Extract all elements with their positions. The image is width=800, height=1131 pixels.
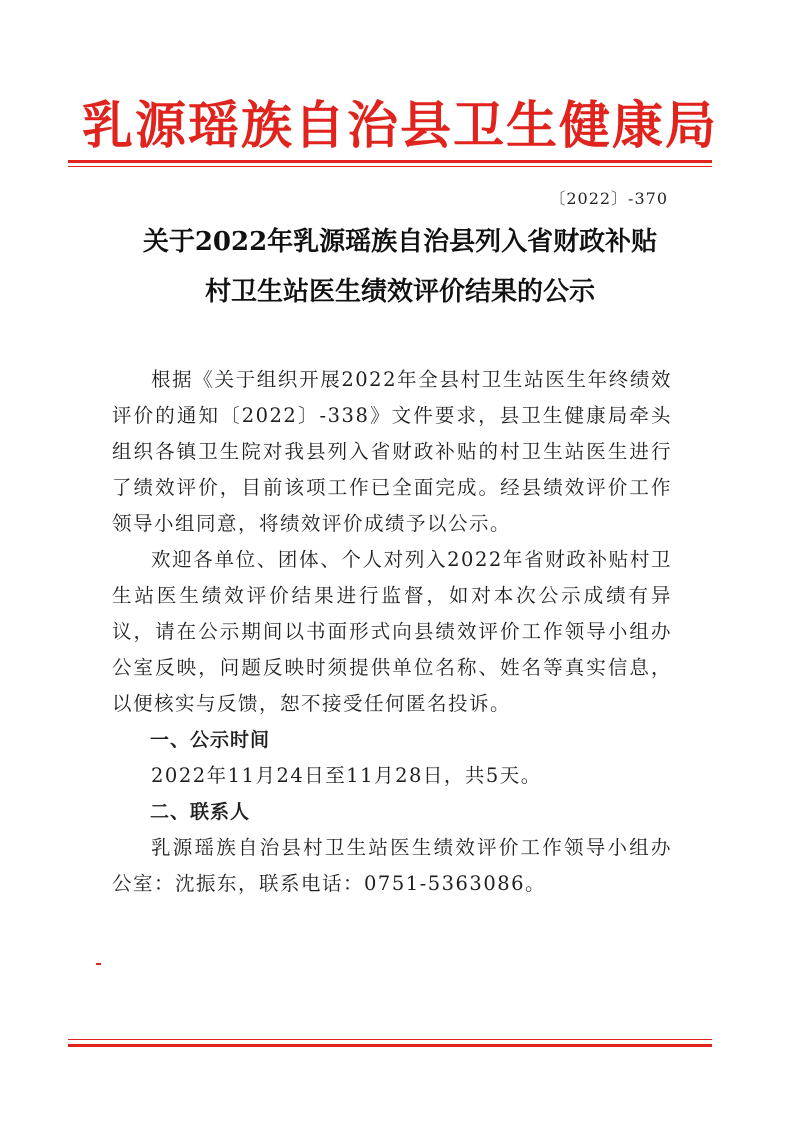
document-body (112, 362, 672, 902)
body-paragraph-2: 欢迎各单位、团体、个人对列入2022年省财政补贴村卫生站医生绩效评价结果进行监督，如对本次公示成绩有异议，请在公示期间以书面形式向县绩效评价工作领导小组办公室反映，问题反映时须提供单位名称、姓名等真实信息，以便核实与反馈，恕不接受任何匿名投诉。 (112, 548, 672, 715)
red-ink-mark (96, 963, 101, 965)
section-heading-contact: 二、联系人 (150, 801, 251, 823)
footer-rule-thin (68, 1039, 712, 1040)
document-title-line-2: 村卫生站医生绩效评价结果的公示 (204, 277, 595, 307)
document-number: 〔2022〕-370 (549, 189, 668, 208)
document-title-line-1: 关于2022年乳源瑶族自治县列入省财政补贴 (142, 227, 658, 257)
header-rule-thick (68, 160, 712, 163)
footer-rule-thick (68, 1044, 712, 1047)
header-rule-thin (68, 166, 712, 167)
body-paragraph-1: 根据《关于组织开展2022年全县村卫生站医生年终绩效评价的通知〔2022〕-338》文件要求，县卫生健康局牵头组织各镇卫生院对我县列入省财政补贴的村卫生站医生进行了绩效评价，目前该项工作已全面完成。经县绩效评价工作领导小组同意，将绩效评价成绩予以公示。 (112, 368, 672, 535)
section-heading-publicity-period: 一、公示时间 (150, 729, 271, 751)
contact-text: 乳源瑶族自治县村卫生站医生绩效评价工作领导小组办公室：沈振东，联系电话：0751-5363086。 (112, 836, 672, 895)
publicity-period-text: 2022年11月24日至11月28日，共5天。 (151, 764, 542, 787)
org-header-title: 乳源瑶族自治县卫生健康局 (81, 96, 718, 156)
